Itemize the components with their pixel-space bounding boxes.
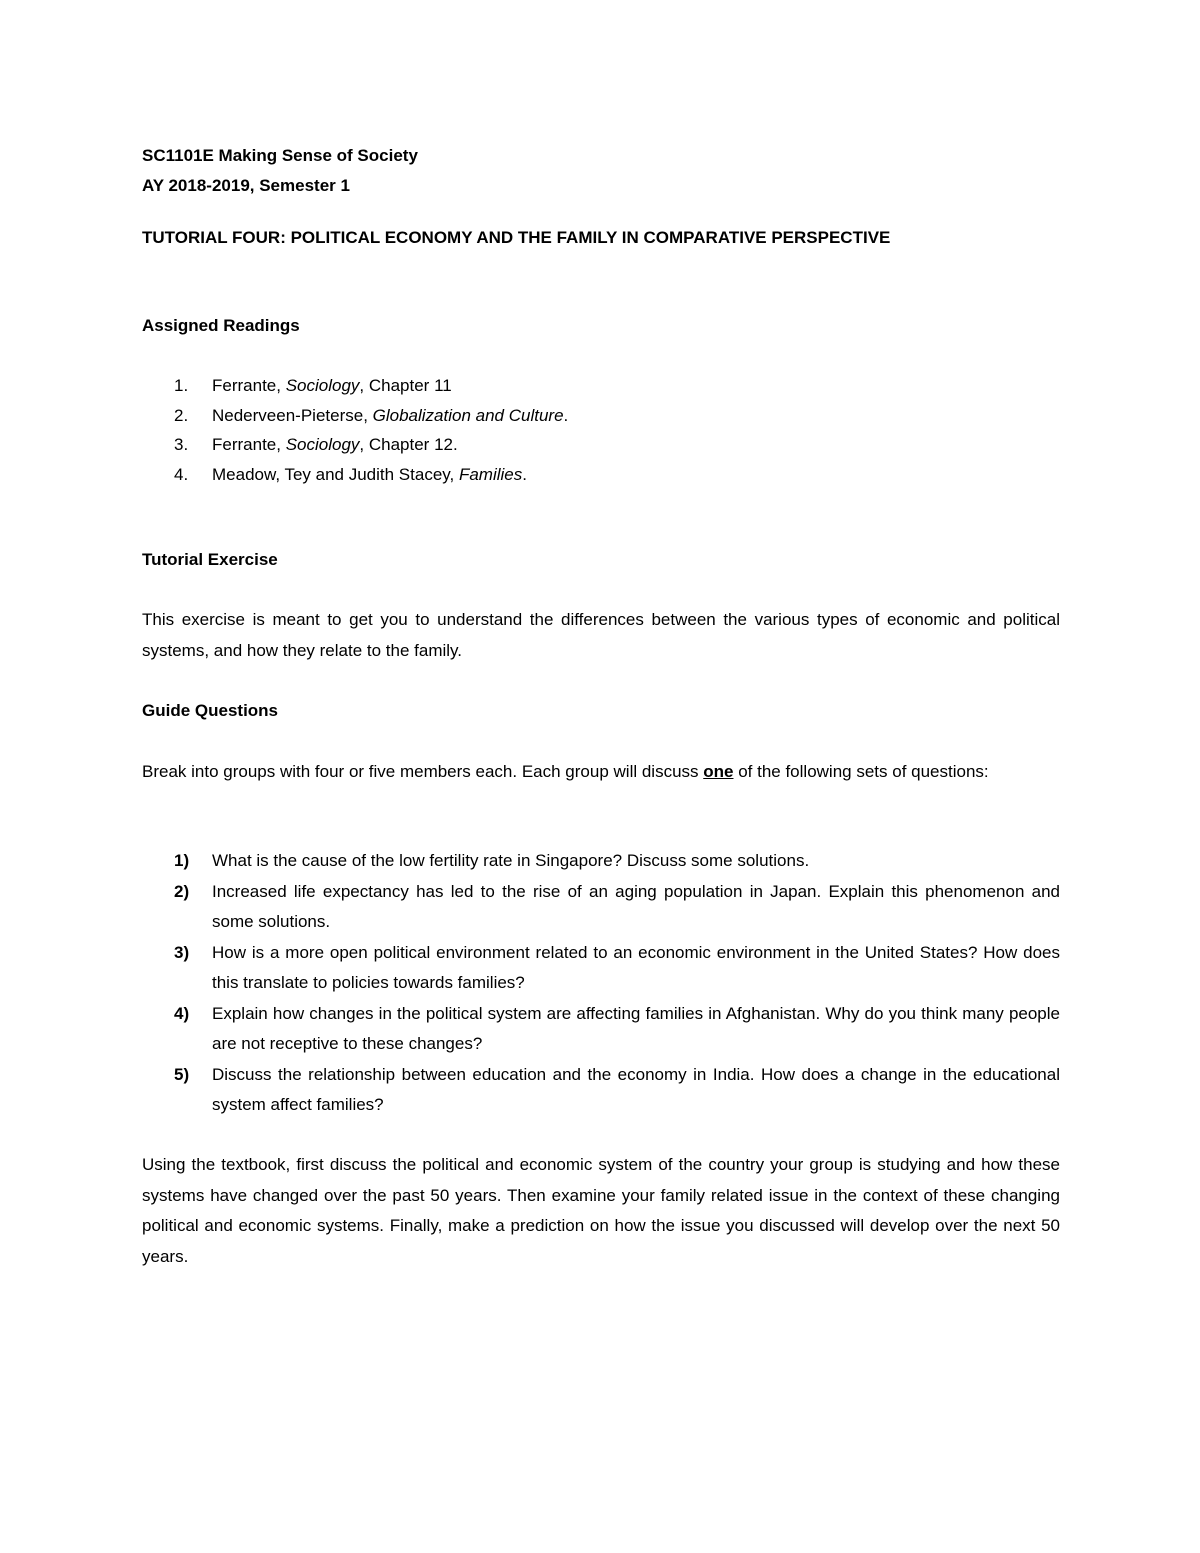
exercise-text: This exercise is meant to get you to understand the differences between the various types of economic and political systems, and how they relate to the family. bbox=[142, 610, 1060, 660]
readings-heading: Assigned Readings bbox=[142, 316, 300, 335]
reading-number: 3. bbox=[174, 435, 189, 454]
question-number: 5) bbox=[174, 1064, 190, 1084]
exercise-heading: Tutorial Exercise bbox=[142, 550, 278, 569]
question-text: Discuss the relationship between education and the economy in India. How does a change in the educational system affect families? bbox=[212, 1064, 1060, 1114]
reading-number: 2. bbox=[174, 405, 189, 425]
question-item bbox=[142, 846, 1060, 877]
reading-work: Sociology bbox=[285, 376, 360, 395]
question-number: 4) bbox=[174, 1003, 190, 1023]
guide-intro-start: Break into groups with four or five members each. Each group will discuss bbox=[142, 762, 704, 781]
guide-intro bbox=[142, 757, 1060, 788]
question-number: 1) bbox=[174, 851, 190, 870]
questions-list bbox=[142, 846, 1060, 1121]
course-title: SC1101E Making Sense of Society bbox=[142, 146, 418, 165]
guide-intro-end: of the following sets of questions: bbox=[733, 762, 989, 781]
reading-number: 4. bbox=[174, 464, 189, 484]
reading-detail: , Chapter 12. bbox=[359, 435, 458, 454]
closing-paragraph: Using the textbook, first discuss the political and economic system of the country your group is studying and how these systems have changed over the past 50 years. Then examine your family related issue in the context of these changing political and economic systems. Finally, make a prediction on how the issue you discussed will develop over the next 50 years. bbox=[142, 1155, 1060, 1266]
question-text: How is a more open political environment related to an economic environment in the United States? How does this translate to policies towards families? bbox=[212, 942, 1060, 992]
guide-heading: Guide Questions bbox=[142, 701, 279, 720]
reading-work: Sociology bbox=[285, 435, 360, 454]
term-line: AY 2018-2019, Semester 1 bbox=[142, 176, 350, 195]
reading-detail: , Chapter 11 bbox=[359, 376, 452, 395]
question-item bbox=[142, 1060, 1060, 1121]
reading-detail: . bbox=[522, 464, 527, 484]
question-text: What is the cause of the low fertility rate in Singapore? Discuss some solutions. bbox=[212, 851, 810, 870]
reading-item bbox=[142, 371, 1060, 401]
reading-work: Globalization and Culture bbox=[372, 405, 564, 425]
reading-item bbox=[142, 430, 1060, 460]
reading-author: Nederveen-Pieterse, bbox=[212, 405, 373, 425]
question-item bbox=[142, 999, 1060, 1060]
question-item bbox=[142, 877, 1060, 938]
reading-detail: . bbox=[563, 405, 569, 425]
reading-author: Meadow, Tey and Judith Stacey, bbox=[212, 464, 459, 484]
reading-work: Families bbox=[458, 464, 523, 484]
reading-number: 1. bbox=[174, 376, 189, 395]
readings-list bbox=[142, 371, 1060, 489]
reading-item bbox=[142, 460, 1060, 490]
question-number: 2) bbox=[174, 881, 190, 901]
question-text: Explain how changes in the political system are affecting families in Afghanistan. Why do you think many people are not receptive to these changes? bbox=[212, 1003, 1060, 1053]
reading-author: Ferrante, bbox=[212, 435, 286, 454]
reading-item bbox=[142, 401, 1060, 431]
question-item bbox=[142, 938, 1060, 999]
question-text: Increased life expectancy has led to the rise of an aging population in Japan. Explain this phenomenon and some solutions. bbox=[212, 881, 1060, 931]
guide-intro-emphasis: one bbox=[703, 762, 734, 781]
tutorial-title: TUTORIAL FOUR: POLITICAL ECONOMY AND THE FAMILY IN COMPARATIVE PERSPECTIVE bbox=[142, 228, 891, 247]
question-number: 3) bbox=[174, 942, 190, 962]
reading-author: Ferrante, bbox=[212, 376, 286, 395]
